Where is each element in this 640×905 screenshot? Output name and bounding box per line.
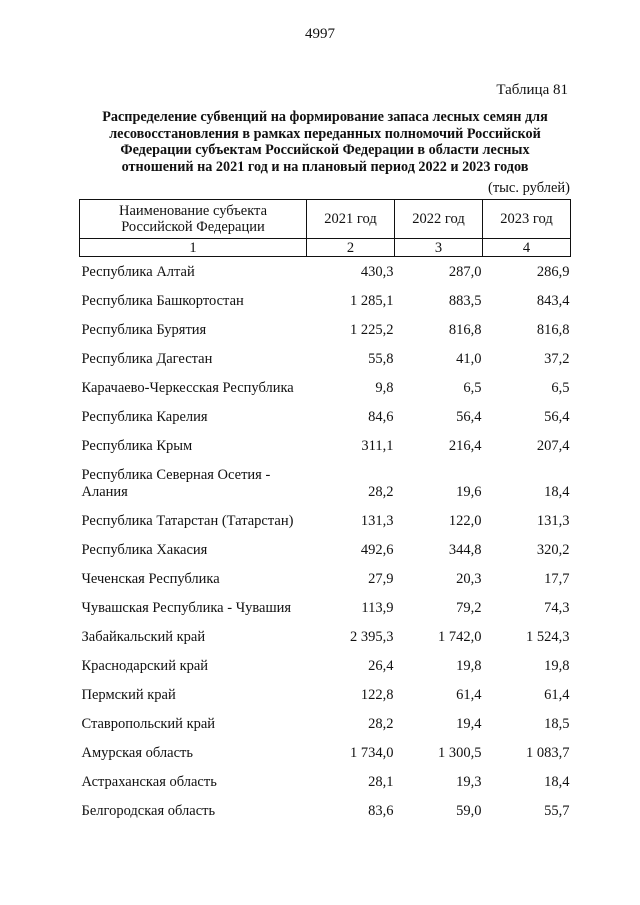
value-2021: 430,3: [360, 264, 394, 280]
value-2023: 207,4: [536, 438, 570, 454]
value-2023: 320,2: [536, 542, 570, 558]
value-2022: 79,2: [456, 600, 482, 616]
header-year-2023: 2023 год: [483, 200, 571, 239]
value-2022: 41,0: [456, 351, 482, 367]
value-2023: 6,5: [551, 380, 570, 396]
region-name-line: Республика Бурятия: [81, 322, 207, 338]
value-2022: 816,8: [448, 322, 482, 338]
region-name-line: Амурская область: [81, 745, 193, 761]
table-row: [80, 455, 571, 501]
table-row: [80, 646, 571, 675]
value-2023: 131,3: [536, 513, 570, 529]
region-name: [80, 559, 307, 588]
region-name: [80, 257, 307, 282]
table-row: [80, 791, 571, 820]
value-2021: 83,6: [368, 803, 394, 819]
value-2022: 19,3: [456, 774, 482, 790]
title-line: Распределение субвенций на формирование запаса лесных семян для: [102, 109, 548, 125]
value-2023: 19,8: [544, 658, 570, 674]
table-body: [80, 257, 571, 821]
value-2023: 74,3: [544, 600, 570, 616]
value-2022: 59,0: [456, 803, 482, 819]
table-row: [80, 426, 571, 455]
region-name-line: Ставропольский край: [81, 716, 216, 732]
value-2023: 18,4: [544, 774, 570, 790]
region-name-line: Карачаево-Черкесская Республика: [81, 380, 294, 396]
value-2022: 122,0: [448, 513, 482, 529]
value-2021: 9,8: [375, 380, 394, 396]
region-name: [80, 762, 307, 791]
value-2021: 492,6: [360, 542, 394, 558]
table-row: [80, 588, 571, 617]
value-2022: 19,8: [456, 658, 482, 674]
value-2022: 6,5: [463, 380, 482, 396]
value-2021: 27,9: [368, 571, 394, 587]
table-row: [80, 704, 571, 733]
value-2022: 19,4: [456, 716, 482, 732]
value-2022: 344,8: [448, 542, 482, 558]
region-name: [80, 501, 307, 530]
table-row: [80, 530, 571, 559]
region-name-line: Республика Татарстан (Татарстан): [81, 513, 294, 529]
region-name: [80, 617, 307, 646]
region-name: [80, 675, 307, 704]
region-name-line: Пермский край: [81, 687, 176, 703]
region-name-line: Астраханская область: [81, 774, 217, 790]
subsidy-table: [79, 199, 571, 820]
title-line: Федерации субъектам Российской Федерации в области лесных: [120, 142, 530, 158]
region-name: [80, 281, 307, 310]
table-row: [80, 501, 571, 530]
region-name-line: Республика Карелия: [81, 409, 208, 425]
region-name: [80, 455, 307, 501]
value-2023: 17,7: [544, 571, 570, 587]
region-name-line: Республика Дагестан: [81, 351, 213, 367]
value-2023: 37,2: [544, 351, 570, 367]
value-2022: 216,4: [448, 438, 482, 454]
value-2023: 1 524,3: [526, 629, 570, 645]
table-row: [80, 733, 571, 762]
table-label: Таблица 81: [496, 82, 568, 98]
value-2022: 61,4: [456, 687, 482, 703]
title-line: лесовосстановления в рамках переданных полномочий Российской: [109, 125, 541, 142]
value-2021: 28,2: [368, 716, 394, 732]
value-2021: 122,8: [360, 687, 394, 703]
table-row: [80, 281, 571, 310]
header-year-2022: 2022 год: [395, 200, 483, 239]
value-2023: 18,5: [544, 716, 570, 732]
header-region-name: [80, 200, 307, 239]
value-2022: 1 742,0: [438, 629, 482, 645]
value-2021: 28,1: [368, 774, 394, 790]
table-header-row: [80, 200, 571, 239]
value-2023: 286,9: [536, 264, 570, 280]
title-line: отношений на 2021 год и на плановый период 2022 и 2023 годов: [121, 158, 529, 175]
region-name-line: Республика Крым: [81, 438, 193, 454]
value-2022: 883,5: [448, 293, 482, 309]
value-2022: 19,6: [456, 484, 482, 500]
value-2023: 18,4: [544, 484, 570, 500]
column-number-row: [80, 239, 571, 257]
value-2023: 816,8: [536, 322, 570, 338]
value-2021: 1 285,1: [350, 293, 394, 309]
value-2021: 28,2: [368, 484, 394, 500]
value-2023: 56,4: [544, 409, 570, 425]
table-row: [80, 559, 571, 588]
value-2021: 2 395,3: [350, 629, 394, 645]
region-name: [80, 339, 307, 368]
value-2023: 843,4: [536, 293, 570, 309]
header-year-2021: 2021 год: [307, 200, 395, 239]
table-row: [80, 617, 571, 646]
table-title: [80, 109, 570, 175]
value-2023: 1 083,7: [526, 745, 570, 761]
value-2022: 56,4: [456, 409, 482, 425]
page-number: 4997: [305, 26, 335, 42]
value-2022: 287,0: [448, 264, 482, 280]
column-number: 1: [80, 239, 307, 257]
region-name: [80, 426, 307, 455]
region-name: [80, 368, 307, 397]
table-row: [80, 397, 571, 426]
region-name: [80, 530, 307, 559]
region-name: [80, 704, 307, 733]
region-name-line: Краснодарский край: [81, 658, 209, 674]
table-row: [80, 762, 571, 791]
value-2021: 131,3: [360, 513, 394, 529]
value-2021: 84,6: [368, 409, 394, 425]
region-name: [80, 791, 307, 820]
region-name-line: Белгородская область: [81, 803, 216, 819]
header-region-name-line: Российской Федерации: [121, 219, 265, 235]
table-row: [80, 339, 571, 368]
region-name-line: Чувашская Республика - Чувашия: [81, 600, 292, 616]
table-row: [80, 675, 571, 704]
value-2021: 113,9: [361, 600, 394, 616]
region-name: [80, 397, 307, 426]
value-2021: 26,4: [368, 658, 394, 674]
region-name-line: Забайкальский край: [81, 629, 206, 645]
units-note: (тыс. рублей): [488, 180, 570, 196]
value-2023: 55,7: [544, 803, 570, 819]
region-name-line: Республика Хакасия: [81, 542, 208, 558]
value-2023: 61,4: [544, 687, 570, 703]
region-name-line: Республика Башкортостан: [81, 293, 244, 309]
table-row: [80, 368, 571, 397]
value-2021: 55,8: [368, 351, 394, 367]
table-row: [80, 257, 571, 282]
value-2022: 20,3: [456, 571, 482, 587]
value-2021: 311,1: [361, 438, 394, 454]
value-2022: 1 300,5: [438, 745, 482, 761]
region-name: [80, 588, 307, 617]
region-name-line: Чеченская Республика: [81, 571, 220, 587]
region-name-line: Алания: [81, 484, 128, 500]
region-name: [80, 733, 307, 762]
value-2021: 1 225,2: [350, 322, 394, 338]
value-2021: 1 734,0: [350, 745, 394, 761]
table-row: [80, 310, 571, 339]
region-name-line: Республика Северная Осетия -: [81, 467, 271, 483]
column-number: 4: [483, 239, 571, 257]
column-number: 3: [395, 239, 483, 257]
region-name: [80, 310, 307, 339]
region-name: [80, 646, 307, 675]
column-number: 2: [307, 239, 395, 257]
region-name-line: Республика Алтай: [81, 264, 195, 280]
header-region-name-line: Наименование субъекта: [118, 203, 268, 219]
